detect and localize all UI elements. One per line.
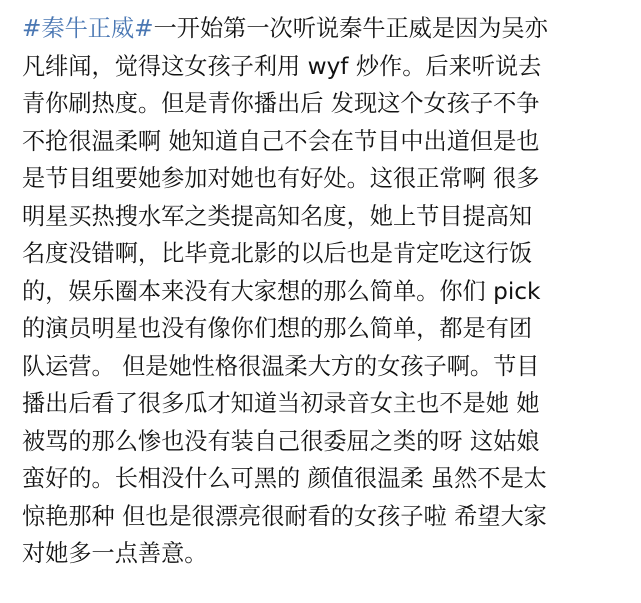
post-line-10: 队运营。 但是她性格很温柔大方的女孩子啊。节目 — [22, 352, 540, 380]
post-line-4: 不抢很温柔啊 她知道自己不会在节目中出道但是也 — [22, 127, 540, 155]
post-line-13: 蛮好的。长相没什么可黑的 颜值很温柔 虽然不是太 — [22, 465, 547, 492]
post-line-15: 对她多一点善意。 — [22, 540, 208, 567]
post-line-9: 的演员明星也没有像你们想的那么简单，都是有团 — [22, 315, 533, 342]
post-line-12: 被骂的那么惨也没有装自己很委屈之类的呀 这姑娘 — [22, 427, 540, 455]
post-line-14: 惊艳那种 但也是很漂亮很耐看的女孩子啦 希望大家 — [22, 502, 547, 530]
post-line-5: 是节目组要她参加对她也有好处。这很正常啊 很多 — [22, 165, 540, 192]
post-line-7: 名度没错啊，比毕竟北影的以后也是肯定吃这行饭 — [22, 240, 533, 267]
post-line-2: 凡绯闻，觉得这女孩子利用 wyf 炒作。后来听说去 — [22, 52, 542, 80]
post-line-8: 的，娱乐圈本来没有大家想的那么简单。你们 pick — [22, 277, 541, 305]
post-line-3: 青你刷热度。但是青你播出后 发现这个女孩子不争 — [22, 90, 540, 117]
hashtag-link[interactable]: #秦牛正威# — [22, 15, 154, 42]
post-line-1-text: 一开始第一次听说秦牛正威是因为吴亦 — [153, 15, 548, 42]
post-line-1 — [22, 10, 622, 48]
post-text — [22, 10, 622, 573]
post-line-11: 播出后看了很多瓜才知道当初录音女主也不是她 她 — [22, 390, 540, 417]
post-line-6: 明星买热搜水军之类提高知名度，她上节目提高知 — [22, 202, 533, 230]
